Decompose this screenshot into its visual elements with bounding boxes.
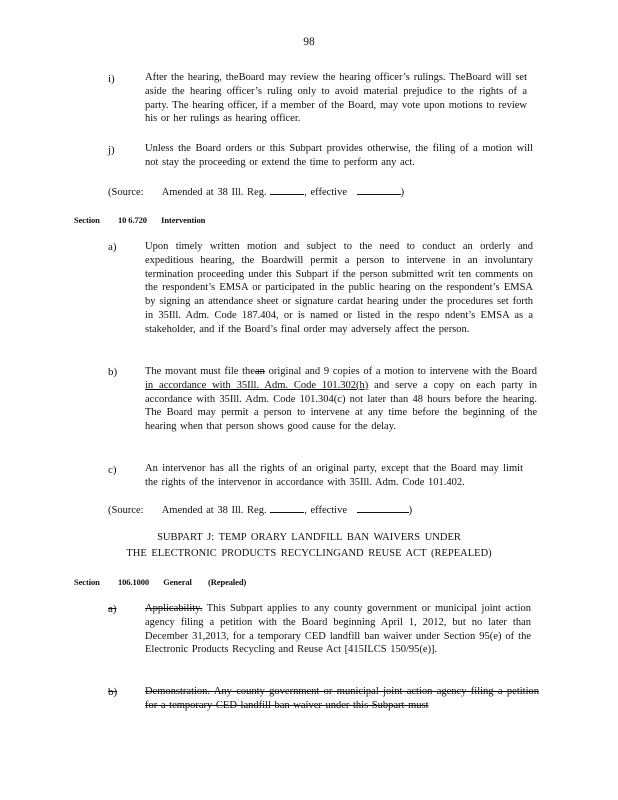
item-text-c: An intervenor has all the rights of an original party, except that the Board may limit the rights of the intervenor in accordance with 35Ill. Adm. Code 101.402.: [145, 463, 523, 488]
source-suffix: ): [400, 187, 405, 198]
item-text-repealed-b: [145, 685, 539, 713]
source-amended: Amended at 38 Ill. Reg.: [161, 505, 267, 516]
struck-text: an: [254, 366, 265, 377]
item-text-a: Upon timely written motion and subject to the need to conduct an orderly and expeditious hearing, the Boardwill permit a person to intervene in an involuntary termination proceeding under this Subpart if the person submitted writ ten comments on the respondent’s EMSA or participated in the public hearing on the respondent’s EMSA by signing an attendance sheet or signature cardat hearing under the procedures set forth in 35Ill. Adm. Code 187.404, or is named or listed in the respo ndent’s EMSA as a stakeholder, and if the Board’s final order may adversely affect the person.: [145, 241, 533, 335]
repealed-text: Any county government or municipal joint action agency filing a petition for a temporary CED landfill ban waiver under this Subpart must: [145, 686, 539, 711]
reg-blank: [270, 503, 304, 513]
section-number: 10 6.720: [117, 215, 147, 225]
item-label-a: a): [108, 241, 117, 253]
struck-heading: Applicability.: [145, 603, 203, 614]
section-heading-720: [74, 215, 205, 225]
reg-blank: [270, 185, 304, 195]
section-title: General: [163, 577, 192, 587]
repealed-text: This Subpart applies to any county government or municipal joint action agency filing a petition with the Board beginning April 1, 2012, but no later than December 31,2013, for a temporary CED landfill ban waiver under Section 95(e) of the Electronic Products Recycling and Reuse Act [415ILCS 150/95(e)].: [145, 603, 532, 656]
source-amended: Amended at 38 Ill. Reg.: [161, 187, 267, 198]
item-label-j: j): [108, 144, 115, 156]
page-number: 98: [303, 36, 315, 48]
item-label-b: b): [108, 366, 118, 378]
source-effective: , effective: [304, 187, 348, 198]
item-label-repealed-b: b): [108, 686, 118, 698]
struck-heading: Demonstration.: [145, 686, 211, 697]
section-number: 106.1000: [117, 577, 150, 587]
section-heading-1000: [74, 577, 246, 587]
source-effective: , effective: [304, 505, 348, 516]
section-title: Intervention: [161, 215, 206, 225]
item-label-c: c): [108, 464, 117, 476]
source-note-2: [108, 503, 412, 516]
section-label: Section: [74, 577, 100, 587]
subpart-heading-line2: THE ELECTRONIC PRODUCTS RECYCLINGAND REUSE ACT (REPEALED): [126, 548, 492, 559]
item-text-b: [145, 365, 537, 434]
section-label: Section: [74, 215, 100, 225]
text-part: original and 9 copies of a motion to intervene with the Board: [264, 366, 538, 377]
underlined-text: in accordance with 35Ill. Adm. Code 101.302(h): [145, 379, 369, 391]
subpart-heading-line1: SUBPART J: TEMP ORARY LANDFILL BAN WAIVERS UNDER: [157, 532, 461, 543]
item-label-i: i): [108, 73, 115, 85]
text-part: and serve a copy on each party in accordance with 35Ill. Adm. Code 101.304(c) not later than 48 hours before the hearing. The Board may permit a person to intervene at any time before the beginning of the hearing when that person shows good cause for the delay.: [145, 379, 538, 433]
item-label-repealed-a: a): [108, 603, 117, 615]
source-suffix: ): [408, 505, 413, 516]
text-part: The movant must file the: [145, 366, 255, 377]
item-text-i: After the hearing, theBoard may review the hearing officer’s rulings. TheBoard will set aside the hearing officer’s ruling only to avoid material prejudice to the rights of a party. The hearing officer, if a member of the Board, may vote upon motions to review his or her rulings as hearing officer.: [145, 72, 527, 125]
source-prefix: (Source:: [108, 187, 144, 198]
item-text-repealed-a: [145, 602, 531, 657]
source-note-1: [108, 185, 404, 198]
item-text-j: Unless the Board orders or this Subpart provides otherwise, the filing of a motion will not stay the proceeding or extend the time to perform any act.: [145, 143, 533, 168]
subpart-heading: [0, 530, 618, 562]
source-prefix: (Source:: [108, 505, 144, 516]
date-blank: [357, 185, 401, 195]
section-status: (Repealed): [208, 577, 247, 587]
date-blank: [357, 503, 409, 513]
